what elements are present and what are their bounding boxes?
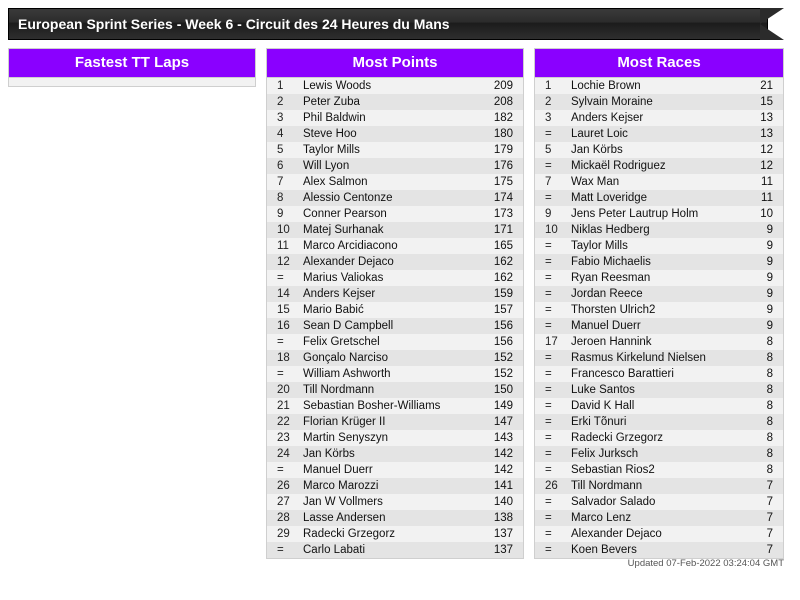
row-position: 27 — [277, 496, 290, 508]
table-row — [267, 286, 523, 302]
row-value: 10 — [760, 208, 773, 220]
row-value: 8 — [766, 416, 773, 428]
row-driver-name: Alexander Dejaco — [303, 256, 394, 268]
panel-header-most-races: Most Races — [535, 49, 783, 78]
row-driver-name: Carlo Labati — [303, 544, 366, 556]
table-row — [267, 110, 523, 126]
row-driver-name: Radecki Grzegorz — [303, 528, 396, 540]
row-position: = — [545, 496, 552, 508]
row-position: = — [277, 464, 284, 476]
table-row — [267, 366, 523, 382]
row-driver-name: Alexander Dejaco — [571, 528, 662, 540]
row-driver-name: Ryan Reesman — [571, 272, 651, 284]
row-position: 1 — [545, 80, 552, 92]
row-driver-name: Jan Körbs — [303, 448, 355, 460]
row-driver-name: Mario Babić — [303, 304, 364, 316]
row-driver-name: Thorsten Ulrich2 — [571, 304, 656, 316]
row-driver-name: Taylor Mills — [571, 240, 628, 252]
row-driver-name: Matej Surhanak — [303, 224, 384, 236]
table-row — [535, 286, 783, 302]
row-position: 15 — [277, 304, 290, 316]
row-driver-name: Conner Pearson — [303, 208, 387, 220]
row-value: 7 — [766, 496, 773, 508]
row-driver-name: Jordan Reece — [571, 288, 643, 300]
table-row — [535, 78, 783, 94]
table-row — [267, 254, 523, 270]
row-driver-name: Phil Baldwin — [303, 112, 366, 124]
table-row — [535, 238, 783, 254]
table-row — [535, 446, 783, 462]
row-position: = — [277, 544, 284, 556]
row-position: 23 — [277, 432, 290, 444]
row-position: 6 — [277, 160, 284, 172]
row-position: = — [545, 544, 552, 556]
row-position: = — [545, 368, 552, 380]
row-value: 174 — [493, 192, 513, 204]
row-value: 9 — [766, 272, 773, 284]
table-row — [267, 462, 523, 478]
list-most-points — [267, 78, 523, 558]
row-driver-name: Marco Marozzi — [303, 480, 379, 492]
row-position: = — [545, 320, 552, 332]
table-row — [535, 158, 783, 174]
row-driver-name: William Ashworth — [303, 368, 391, 380]
row-value: 137 — [493, 528, 513, 540]
row-position: 1 — [277, 80, 284, 92]
row-value: 162 — [493, 256, 513, 268]
row-driver-name: Jan W Vollmers — [303, 496, 383, 508]
row-driver-name: Manuel Duerr — [571, 320, 641, 332]
row-position: 14 — [277, 288, 290, 300]
title-banner — [8, 8, 792, 40]
row-position: = — [545, 304, 552, 316]
table-row — [267, 478, 523, 494]
row-driver-name: Peter Zuba — [303, 96, 360, 108]
row-driver-name: Alex Salmon — [303, 176, 368, 188]
table-row — [267, 270, 523, 286]
banner-flag-shape — [760, 8, 784, 40]
table-row — [267, 494, 523, 510]
row-value: 8 — [766, 432, 773, 444]
row-value: 157 — [493, 304, 513, 316]
table-row — [267, 142, 523, 158]
panel-most-races — [534, 48, 784, 559]
row-value: 182 — [493, 112, 513, 124]
row-position: 5 — [277, 144, 284, 156]
table-row — [267, 334, 523, 350]
row-value: 173 — [493, 208, 513, 220]
row-position: = — [545, 432, 552, 444]
row-position: 5 — [545, 144, 552, 156]
row-value: 143 — [493, 432, 513, 444]
row-position: = — [545, 384, 552, 396]
row-position: = — [545, 128, 552, 140]
row-driver-name: Jens Peter Lautrup Holm — [571, 208, 699, 220]
row-position: = — [545, 528, 552, 540]
row-value: 179 — [493, 144, 513, 156]
row-driver-name: Florian Krüger II — [303, 416, 386, 428]
row-position: = — [545, 240, 552, 252]
row-driver-name: Felix Jurksch — [571, 448, 639, 460]
row-position: = — [545, 288, 552, 300]
panel-fastest-tt-laps — [8, 48, 256, 87]
table-row — [535, 526, 783, 542]
row-position: 17 — [545, 336, 558, 348]
row-value: 13 — [760, 128, 773, 140]
row-driver-name: Matt Loveridge — [571, 192, 648, 204]
table-row — [267, 398, 523, 414]
row-driver-name: Wax Man — [571, 176, 620, 188]
table-row — [535, 510, 783, 526]
row-driver-name: Lochie Brown — [571, 80, 641, 92]
table-row — [535, 174, 783, 190]
table-row — [535, 254, 783, 270]
row-driver-name: Marco Lenz — [571, 512, 632, 524]
table-row — [535, 110, 783, 126]
row-position: 9 — [277, 208, 284, 220]
table-row — [267, 158, 523, 174]
row-value: 8 — [766, 352, 773, 364]
row-value: 9 — [766, 320, 773, 332]
row-driver-name: Mickaël Rodriguez — [571, 160, 666, 172]
row-position: 22 — [277, 416, 290, 428]
row-driver-name: Felix Gretschel — [303, 336, 380, 348]
panel-header-most-points: Most Points — [267, 49, 523, 78]
row-value: 156 — [493, 320, 513, 332]
row-driver-name: Martin Senyszyn — [303, 432, 389, 444]
row-position: = — [545, 272, 552, 284]
table-row — [535, 430, 783, 446]
row-position: 2 — [545, 96, 552, 108]
row-position: 26 — [277, 480, 290, 492]
table-row — [535, 206, 783, 222]
row-driver-name: Will Lyon — [303, 160, 350, 172]
row-value: 7 — [766, 512, 773, 524]
row-driver-name: Marco Arcidiacono — [303, 240, 398, 252]
panel-header-fastest-tt-laps: Fastest TT Laps — [9, 49, 255, 78]
row-driver-name: Sebastian Rios2 — [571, 464, 655, 476]
row-value: 208 — [493, 96, 513, 108]
row-position: 2 — [277, 96, 284, 108]
row-value: 9 — [766, 256, 773, 268]
row-driver-name: Niklas Hedberg — [571, 224, 650, 236]
table-row — [535, 318, 783, 334]
row-position: = — [545, 416, 552, 428]
row-position: 16 — [277, 320, 290, 332]
row-driver-name: Luke Santos — [571, 384, 635, 396]
row-position: 11 — [277, 240, 289, 252]
row-driver-name: Lasse Andersen — [303, 512, 386, 524]
row-driver-name: Fabio Michaelis — [571, 256, 651, 268]
table-row — [267, 302, 523, 318]
row-driver-name: Taylor Mills — [303, 144, 360, 156]
row-position: 12 — [277, 256, 290, 268]
table-row — [267, 510, 523, 526]
row-position: = — [545, 352, 552, 364]
row-driver-name: Erki Tõnuri — [571, 416, 627, 428]
row-driver-name: Till Nordmann — [303, 384, 375, 396]
row-value: 209 — [493, 80, 513, 92]
row-driver-name: Rasmus Kirkelund Nielsen — [571, 352, 706, 364]
row-position: = — [545, 256, 552, 268]
row-value: 13 — [760, 112, 773, 124]
row-position: 24 — [277, 448, 290, 460]
row-position: = — [545, 160, 552, 172]
row-driver-name: Radecki Grzegorz — [571, 432, 664, 444]
row-value: 8 — [766, 464, 773, 476]
row-position: 7 — [277, 176, 284, 188]
row-value: 7 — [766, 544, 773, 556]
row-value: 150 — [493, 384, 513, 396]
row-value: 15 — [760, 96, 773, 108]
row-value: 7 — [766, 528, 773, 540]
row-position: = — [545, 512, 552, 524]
row-position: 10 — [545, 224, 558, 236]
row-position: 3 — [277, 112, 284, 124]
panel-most-points — [266, 48, 524, 559]
row-driver-name: Marius Valiokas — [303, 272, 384, 284]
row-value: 8 — [766, 448, 773, 460]
table-row — [267, 526, 523, 542]
row-value: 180 — [493, 128, 513, 140]
row-value: 159 — [493, 288, 513, 300]
table-row — [267, 78, 523, 94]
table-row — [535, 94, 783, 110]
row-value: 165 — [493, 240, 513, 252]
row-value: 142 — [493, 448, 513, 460]
row-position: 9 — [545, 208, 552, 220]
row-value: 12 — [760, 144, 773, 156]
row-value: 8 — [766, 336, 773, 348]
row-value: 8 — [766, 400, 773, 412]
row-value: 9 — [766, 304, 773, 316]
row-position: 4 — [277, 128, 284, 140]
row-value: 175 — [493, 176, 513, 188]
row-value: 176 — [493, 160, 513, 172]
row-value: 171 — [493, 224, 513, 236]
table-row — [267, 238, 523, 254]
row-value: 147 — [493, 416, 513, 428]
row-position: 29 — [277, 528, 290, 540]
row-value: 137 — [493, 544, 513, 556]
row-driver-name: Sebastian Bosher-Williams — [303, 400, 441, 412]
row-value: 152 — [493, 368, 513, 380]
table-row — [535, 302, 783, 318]
row-value: 8 — [766, 368, 773, 380]
row-value: 152 — [493, 352, 513, 364]
row-value: 9 — [766, 240, 773, 252]
row-driver-name: Francesco Barattieri — [571, 368, 674, 380]
row-position: = — [277, 336, 284, 348]
table-row — [267, 350, 523, 366]
row-driver-name: Till Nordmann — [571, 480, 643, 492]
table-row — [267, 94, 523, 110]
row-value: 138 — [493, 512, 513, 524]
table-row — [267, 222, 523, 238]
list-fastest-tt-laps — [9, 78, 255, 86]
row-position: 10 — [277, 224, 290, 236]
row-driver-name: Lewis Woods — [303, 80, 372, 92]
row-driver-name: Steve Hoo — [303, 128, 357, 140]
page-title: European Sprint Series - Week 6 - Circuit des 24 Heures du Mans — [18, 16, 450, 32]
row-position: = — [277, 272, 284, 284]
table-row — [267, 414, 523, 430]
table-row — [267, 318, 523, 334]
table-row — [535, 334, 783, 350]
list-most-races — [535, 78, 783, 558]
row-driver-name: Gonçalo Narciso — [303, 352, 389, 364]
row-position: = — [545, 464, 552, 476]
row-position: 18 — [277, 352, 290, 364]
table-row — [535, 270, 783, 286]
table-row — [535, 142, 783, 158]
row-driver-name: Koen Bevers — [571, 544, 637, 556]
row-value: 21 — [760, 80, 773, 92]
updated-timestamp: Updated 07-Feb-2022 03:24:04 GMT — [627, 558, 784, 569]
table-row — [267, 190, 523, 206]
table-row — [267, 174, 523, 190]
table-row — [267, 382, 523, 398]
table-row — [267, 430, 523, 446]
row-driver-name: Jeroen Hannink — [571, 336, 652, 348]
row-driver-name: Anders Kejser — [571, 112, 644, 124]
row-driver-name: David K Hall — [571, 400, 635, 412]
row-driver-name: Salvador Salado — [571, 496, 656, 508]
row-position: 7 — [545, 176, 552, 188]
row-position: 3 — [545, 112, 552, 124]
table-row — [535, 366, 783, 382]
row-driver-name: Sean D Campbell — [303, 320, 394, 332]
table-row — [267, 542, 523, 558]
row-position: 20 — [277, 384, 290, 396]
row-value: 11 — [761, 192, 773, 204]
row-position: = — [545, 448, 552, 460]
row-value: 7 — [766, 480, 773, 492]
table-row — [535, 382, 783, 398]
row-value: 12 — [760, 160, 773, 172]
row-driver-name: Alessio Centonze — [303, 192, 393, 204]
row-value: 9 — [766, 288, 773, 300]
row-driver-name: Anders Kejser — [303, 288, 376, 300]
row-value: 11 — [761, 176, 773, 188]
row-position: 8 — [277, 192, 284, 204]
row-position: 26 — [545, 480, 558, 492]
row-value: 149 — [493, 400, 513, 412]
row-position: 21 — [277, 400, 290, 412]
table-row — [535, 398, 783, 414]
row-value: 9 — [766, 224, 773, 236]
table-row — [535, 478, 783, 494]
table-row — [535, 542, 783, 558]
row-value: 142 — [493, 464, 513, 476]
row-driver-name: Lauret Loic — [571, 128, 628, 140]
table-row — [535, 126, 783, 142]
row-driver-name: Jan Körbs — [571, 144, 623, 156]
row-position: = — [545, 192, 552, 204]
table-row — [267, 446, 523, 462]
row-driver-name: Sylvain Moraine — [571, 96, 653, 108]
row-value: 156 — [493, 336, 513, 348]
table-row — [535, 222, 783, 238]
table-row — [535, 414, 783, 430]
row-value: 8 — [766, 384, 773, 396]
row-position: = — [277, 368, 284, 380]
table-row — [535, 190, 783, 206]
row-value: 162 — [493, 272, 513, 284]
table-row — [267, 126, 523, 142]
table-row — [535, 494, 783, 510]
table-row — [267, 206, 523, 222]
row-value: 141 — [493, 480, 513, 492]
table-row — [535, 350, 783, 366]
row-position: = — [545, 400, 552, 412]
row-position: 28 — [277, 512, 290, 524]
row-driver-name: Manuel Duerr — [303, 464, 373, 476]
table-row — [535, 462, 783, 478]
row-value: 140 — [493, 496, 513, 508]
